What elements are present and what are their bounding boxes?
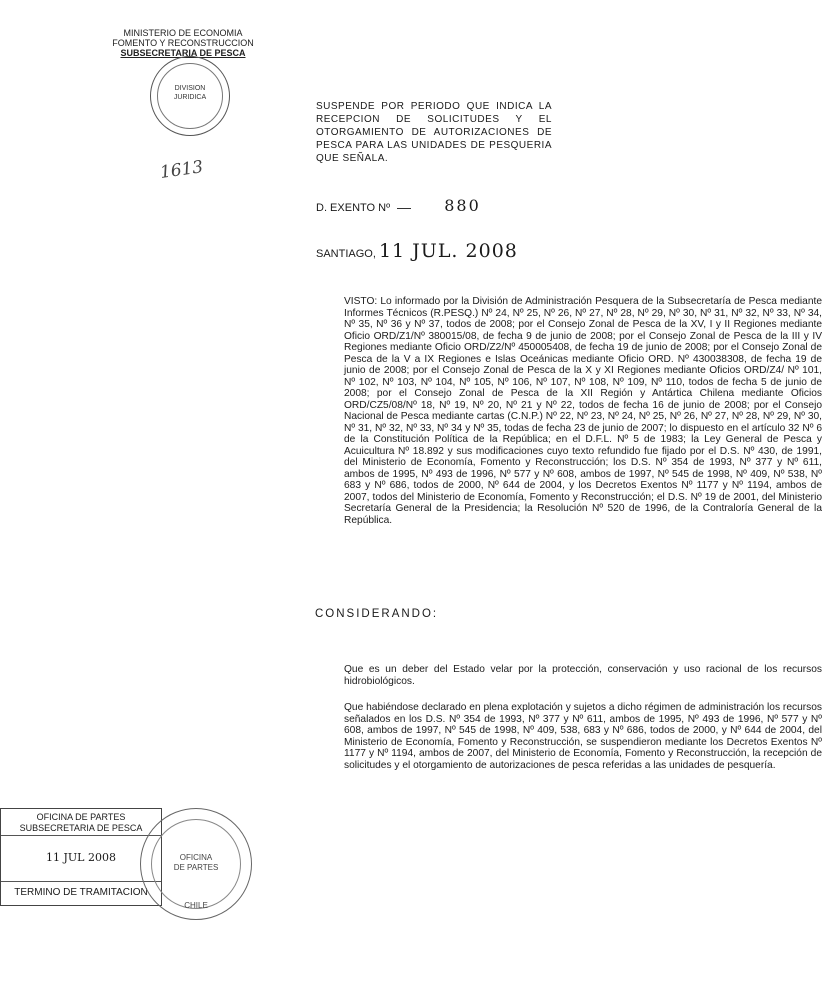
seal-text-oficina: OFICINA — [179, 853, 213, 862]
considerando-heading: CONSIDERANDO: — [315, 608, 439, 620]
stamp-box-date: 11 JUL 2008 — [46, 851, 116, 864]
date: 11 JUL. 2008 — [378, 240, 518, 262]
stamp-box-title: OFICINA DE PARTES — [36, 812, 126, 822]
stamp-divider — [1, 881, 161, 882]
seal-text-chile: CHILE — [184, 901, 208, 910]
stamp-text-division: DIVISION — [174, 85, 206, 92]
visto-paragraph: VISTO: Lo informado por la División de Administración Pesquera de la Subsecretaría de Pesca mediante Informes Técnicos (R.PESQ.) Nº 24, Nº 25, Nº 26, Nº 27, Nº 28, Nº 29, Nº 30, Nº 31, Nº 32, Nº 33, Nº 34, Nº 35, Nº 36 y Nº 37, todos de 2008; por el Consejo Zonal de Pesca de la XV, I y II Regiones mediante Oficio ORD/Z1/Nº 380015/08, de fecha 9 de junio de 2008; por el Consejo Zonal de Pesca de la III y IV Regiones mediante Oficio ORD/Z2/Nº 450005408, de fecha 19 de junio de 2008; por el Consejo Zonal de Pesca de la V a IX Regiones e Islas Oceánicas mediante Oficio ORD. Nº 430038308, de fecha 19 de junio de 2008; por el Consejo Zonal de Pesca de la X y XI Regiones mediante Oficios ORD/Z4/ Nº 101, Nº 102, Nº 103, Nº 104, Nº 105, Nº 106, Nº 107, Nº 108, Nº 109, Nº 110, todos de fecha 5 de junio de 2008; por el Consejo Zonal de Pesca de la XII Región y Antártica Chilena mediante Oficios ORD/CZ5/08/Nº 18, Nº 19, Nº 20, Nº 21 y Nº 22, todos de fecha 16 de junio de 2008; por el Consejo Nacional de Pesca mediante cartas (C.N.P.) Nº 22, Nº 23, Nº 24, Nº 25, Nº 26, Nº 27, Nº 28, Nº 29, Nº 30, Nº 31, Nº 32, Nº 33, Nº 34 y Nº 35, todas de fecha 23 de junio de 2007; lo dispuesto en el artículo 32 Nº 6 de la Constitución Política de la República; en el D.F.L. Nº 5 de 1983; la Ley General de Pesca y Acuicultura Nº 18.892 y sus modificaciones cuyo texto refundido fue fijado por el D.S. Nº 430, de 1991, del Ministerio de Economía, Fomento y Reconstrucción; los D.S. Nº 354 de 1993, Nº 377 y Nº 611, ambos de 1995, Nº 493 de 1996, Nº 577 y Nº 608, ambos de 1997, Nº 545 de 1998, Nº 409, Nº 538, Nº 683 y Nº 686, todos de 2000, Nº 644 de 2004, y los Decretos Exentos Nº 1177 y Nº 1194, ambos de 2007, todos del Ministerio de Economía, Fomento y Reconstrucción; el D.S. Nº 19 de 2001, del Ministerio Secretaría General de la Presidencia; la Resolución Nº 520 de 1996, de la Contraloría General de la República. — [344, 296, 822, 526]
oficina-partes-stamp — [0, 808, 162, 906]
stamp-text-juridica: JURIDICA — [173, 94, 207, 101]
decree-number: 880 — [444, 196, 481, 215]
stamp-box-subtitle: SUBSECRETARIA DE PESCA — [19, 823, 143, 833]
division-juridica-stamp — [150, 56, 230, 136]
handwritten-number: 1613 — [158, 157, 205, 183]
decree-label: D. EXENTO Nº — [316, 202, 391, 214]
decree-underline — [397, 208, 411, 209]
ministry-subtitle: FOMENTO Y RECONSTRUCCION — [112, 38, 254, 48]
seal-text-partes: DE PARTES — [173, 863, 219, 872]
stamp-divider — [1, 835, 161, 836]
considerando-2: Que habiéndose declarado en plena explotación y sujetos a dicho régimen de administración los recursos señalados en los D.S. Nº 354 de 1993, Nº 377 y Nº 611, ambos de 1995, Nº 493 de 1996, Nº 577 y Nº 608, ambos de 1997, Nº 545 de 1998, Nº 409, 538, 683 y Nº 686, todos de 2000, y Nº 644 de 2004, del Ministerio de Economía, Fomento y Reconstrucción, se suspendieron mediante los Decretos Exentos Nº 1177 y Nº 1194, ambos de 2007, del Ministerio de Economía, Fomento y Reconstrucción, la recepción de solicitudes y el otorgamiento de autorizaciones de pesca referidas a las unidades de pesquería. — [344, 702, 822, 771]
ministry-name: MINISTERIO DE ECONOMIA — [123, 28, 243, 38]
stamp-box-footer: TERMINO DE TRAMITACION — [14, 887, 148, 898]
ministry-header — [108, 28, 258, 58]
place-date — [316, 240, 518, 262]
place: SANTIAGO, — [316, 248, 376, 260]
considerando-1: Que es un deber del Estado velar por la protección, conservación y uso racional de los recursos hidrobiológicos. — [344, 664, 822, 687]
decree-number-line — [316, 196, 481, 215]
subsecretaria-name: SUBSECRETARIA DE PESCA — [120, 48, 246, 58]
oficina-partes-seal — [140, 808, 252, 920]
decree-summary: SUSPENDE POR PERIODO QUE INDICA LA RECEPCION DE SOLICITUDES Y EL OTORGAMIENTO DE AUTORIZACIONES DE PESCA PARA LAS UNIDADES DE PESQUERIA QUE SEÑALA. — [316, 101, 552, 164]
